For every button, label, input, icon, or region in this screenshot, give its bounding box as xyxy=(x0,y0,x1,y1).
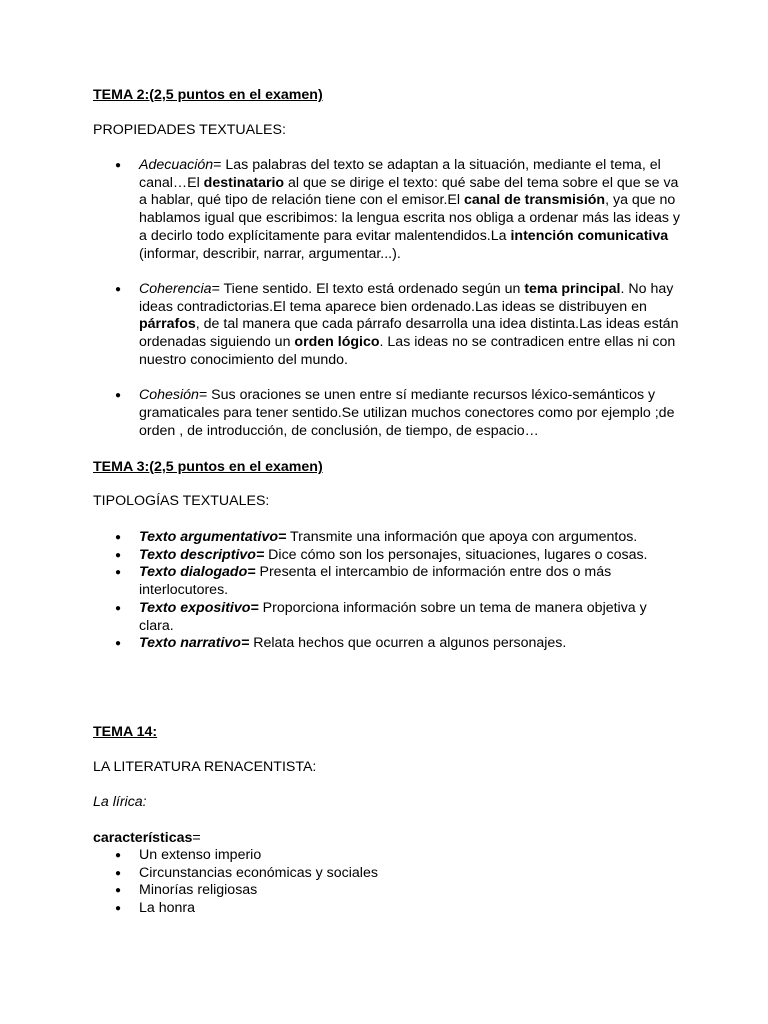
tema2-properties-list xyxy=(93,157,683,440)
section-lirica-wrap xyxy=(93,794,683,812)
caracteristicas-list xyxy=(93,847,683,918)
item-text: = Tiene sentido. El texto está ordenado según un xyxy=(211,280,525,297)
tema14-heading: TEMA 14: xyxy=(93,724,158,740)
item-text: Transmite una información que apoya con argumentos. xyxy=(286,529,638,545)
tema3-typology-list xyxy=(93,529,683,653)
item-text: Proporciona información sobre un tema de manera objetiva y clara. xyxy=(139,599,647,634)
section-lirica: La lírica: xyxy=(93,794,147,810)
item-text: (informar, describir, narrar, argumentar...). xyxy=(139,245,401,262)
item-text: Relata hechos que ocurren a algunos personajes. xyxy=(249,635,567,652)
bold-term: párrafos xyxy=(139,316,196,333)
item-text: = Las palabras del texto se adaptan a la situación, mediante el tema, el canal…El xyxy=(139,157,661,191)
list-item-adecuacion xyxy=(93,157,683,263)
term-argumentativo: Texto argumentativo= xyxy=(139,529,287,545)
item-text: , ya que no hablamos igual que escribimos: la lengua escrita nos obliga a ordenar más las ideas y a decirlo todo explícitamente para evitar malentendidos.La xyxy=(139,192,681,244)
list-item xyxy=(93,564,683,599)
list-item xyxy=(93,529,683,547)
term-coherencia: Coherencia xyxy=(139,280,212,297)
term-dialogado: Texto dialogado= xyxy=(139,564,256,581)
item-text: al que se dirige el texto: qué sabe del tema sobre el que se va a hablar, qué tipo de relación tiene con el emisor.El xyxy=(139,174,679,209)
item-text: Dice cómo son los personajes, situaciones, lugares o cosas. xyxy=(264,546,648,563)
bold-term: intención comunicativa xyxy=(510,227,669,244)
bold-term: tema principal xyxy=(524,280,621,297)
bold-term: destinatario xyxy=(203,174,285,191)
list-item: ● Un extenso imperio xyxy=(93,847,683,865)
list-item: ● Circunstancias económicas y sociales xyxy=(93,865,683,883)
term-adecuacion: Adecuación xyxy=(139,157,214,173)
term-cohesion: Cohesión xyxy=(139,387,199,404)
tema2-subtitle: PROPIEDADES TEXTUALES: xyxy=(93,122,286,138)
item-text: . No hay ideas contradictorias.El tema aparece bien ordenado.Las ideas se distribuyen en xyxy=(139,280,674,315)
item-text: . Las ideas no se contradicen entre ellas ni con nuestro conocimiento del mundo. xyxy=(139,334,676,368)
item-text: Presenta el intercambio de información entre dos o más interlocutores. xyxy=(139,564,612,599)
list-item xyxy=(93,635,683,653)
item-text: = Sus oraciones se unen entre sí mediante recursos léxico-semánticos y gramaticales para tener sentido.Se utilizan muchos conectores como por ejemplo ;de orden , de introducción, de conclusión, de tiempo, de espacio… xyxy=(139,387,675,439)
tema2-heading: TEMA 2:(2,5 puntos en el examen) xyxy=(93,87,323,103)
tema3-heading: TEMA 3:(2,5 puntos en el examen) xyxy=(93,459,323,475)
list-item: ● La honra xyxy=(93,900,683,918)
list-item-coherencia xyxy=(93,281,683,370)
caracteristicas-label: características xyxy=(93,830,193,846)
caracteristicas-eq: = xyxy=(192,830,201,846)
tema14-subtitle: LA LITERATURA RENACENTISTA: xyxy=(93,759,317,775)
bold-term: orden lógico xyxy=(294,334,380,351)
caracteristicas-line xyxy=(93,830,683,848)
tema3-subtitle: TIPOLOGÍAS TEXTUALES: xyxy=(93,493,270,509)
list-item-cohesion xyxy=(93,387,683,440)
term-descriptivo: Texto descriptivo= xyxy=(139,546,265,563)
list-item xyxy=(93,547,683,565)
list-item xyxy=(93,600,683,635)
item-text: , de tal manera que cada párrafo desarrolla una idea distinta.Las ideas están ordenadas siguiendo un xyxy=(139,316,679,351)
term-expositivo: Texto expositivo= xyxy=(139,599,259,616)
bold-term: canal de transmisión xyxy=(463,192,606,209)
term-narrativo: Texto narrativo= xyxy=(139,635,250,652)
list-item: ● Minorías religiosas xyxy=(93,882,683,900)
